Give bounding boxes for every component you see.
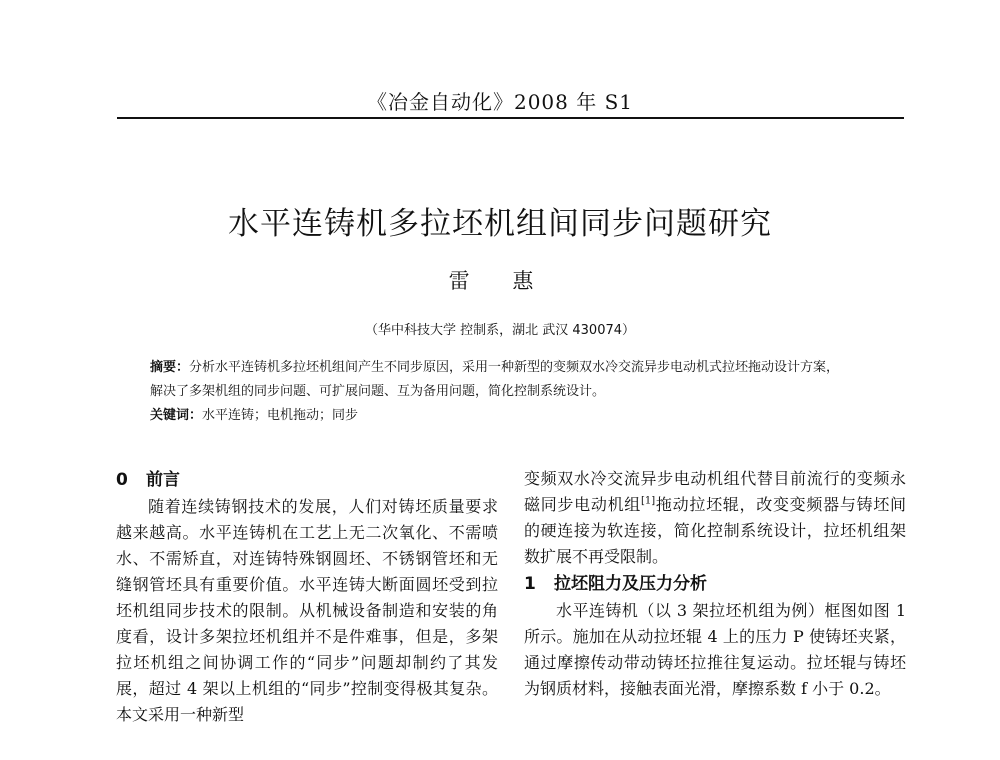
affiliation: （华中科技大学 控制系，湖北 武汉 430074） [364,323,636,338]
abstract-label: 摘要： [150,360,190,375]
continued-text-a: 变频双水冷交流异步电动机组代替目前流行的变频永磁同步电动机组 [524,469,906,514]
section-1-title: 拉坯阻力及压力分析 [554,574,707,594]
section-1-heading [524,570,906,598]
section-0-heading [116,466,498,494]
abstract [150,356,850,404]
section-1-paragraph: 水平连铸机（以 3 架拉坯机组为例）框图如图 1 所示。施加在从动拉坯辊 4 上的压力 P 使铸坯夹紧，通过摩擦传动带动铸坯拉推往复运动。拉坯辊与铸坯为钢质材料，接触表面光滑，摩擦系数 f 小于 0.2。 [524,601,906,698]
section-1-number: 1 [524,574,536,594]
keywords-label: 关键词： [150,408,203,423]
journal-header: 《冶金自动化》2008 年 S1 [366,90,634,114]
left-column [116,466,498,728]
right-column [524,466,906,702]
continued-paragraph [524,466,906,570]
citation-ref[interactable]: [1] [641,495,656,507]
paper-title: 水平连铸机多拉坯机组间同步问题研究 [228,206,772,242]
section-0-number: 0 [116,470,128,490]
abstract-text: 分析水平连铸机多拉坯机组间产生不同步原因，采用一种新型的变频双水冷交流异步电动机式拉坯拖动设计方案，解决了多架机组的同步问题、可扩展问题、互为备用问题，简化控制系统设计。 [150,360,840,399]
section-0-paragraph: 随着连续铸钢技术的发展，人们对铸坯质量要求越来越高。水平连铸机在工艺上无二次氧化、不需喷水、不需矫直，对连铸特殊钢圆坯、不锈钢管坯和无缝钢管坯具有重要价值。水平连铸大断面圆坯受到拉坯机组同步技术的限制。从机械设备制造和安装的角度看，设计多架拉坯机组并不是件难事，但是，多架拉坯机组之间协调工作的“同步”问题却制约了其发展，超过 4 架以上机组的“同步”控制变得极其复杂。本文采用一种新型 [116,497,498,724]
keywords-text: 水平连铸；电机拖动；同步 [202,408,359,423]
continued-text-b: 拖动拉坯辊，改变变频器与铸坯间的硬连接为软连接，简化控制系统设计，拉坯机组架数扩展不再受限制。 [524,495,906,566]
header-rule [117,117,904,119]
abstract-block [150,356,850,428]
author: 雷 惠 [448,269,552,293]
keywords [150,404,850,428]
section-0-title: 前言 [146,470,180,490]
